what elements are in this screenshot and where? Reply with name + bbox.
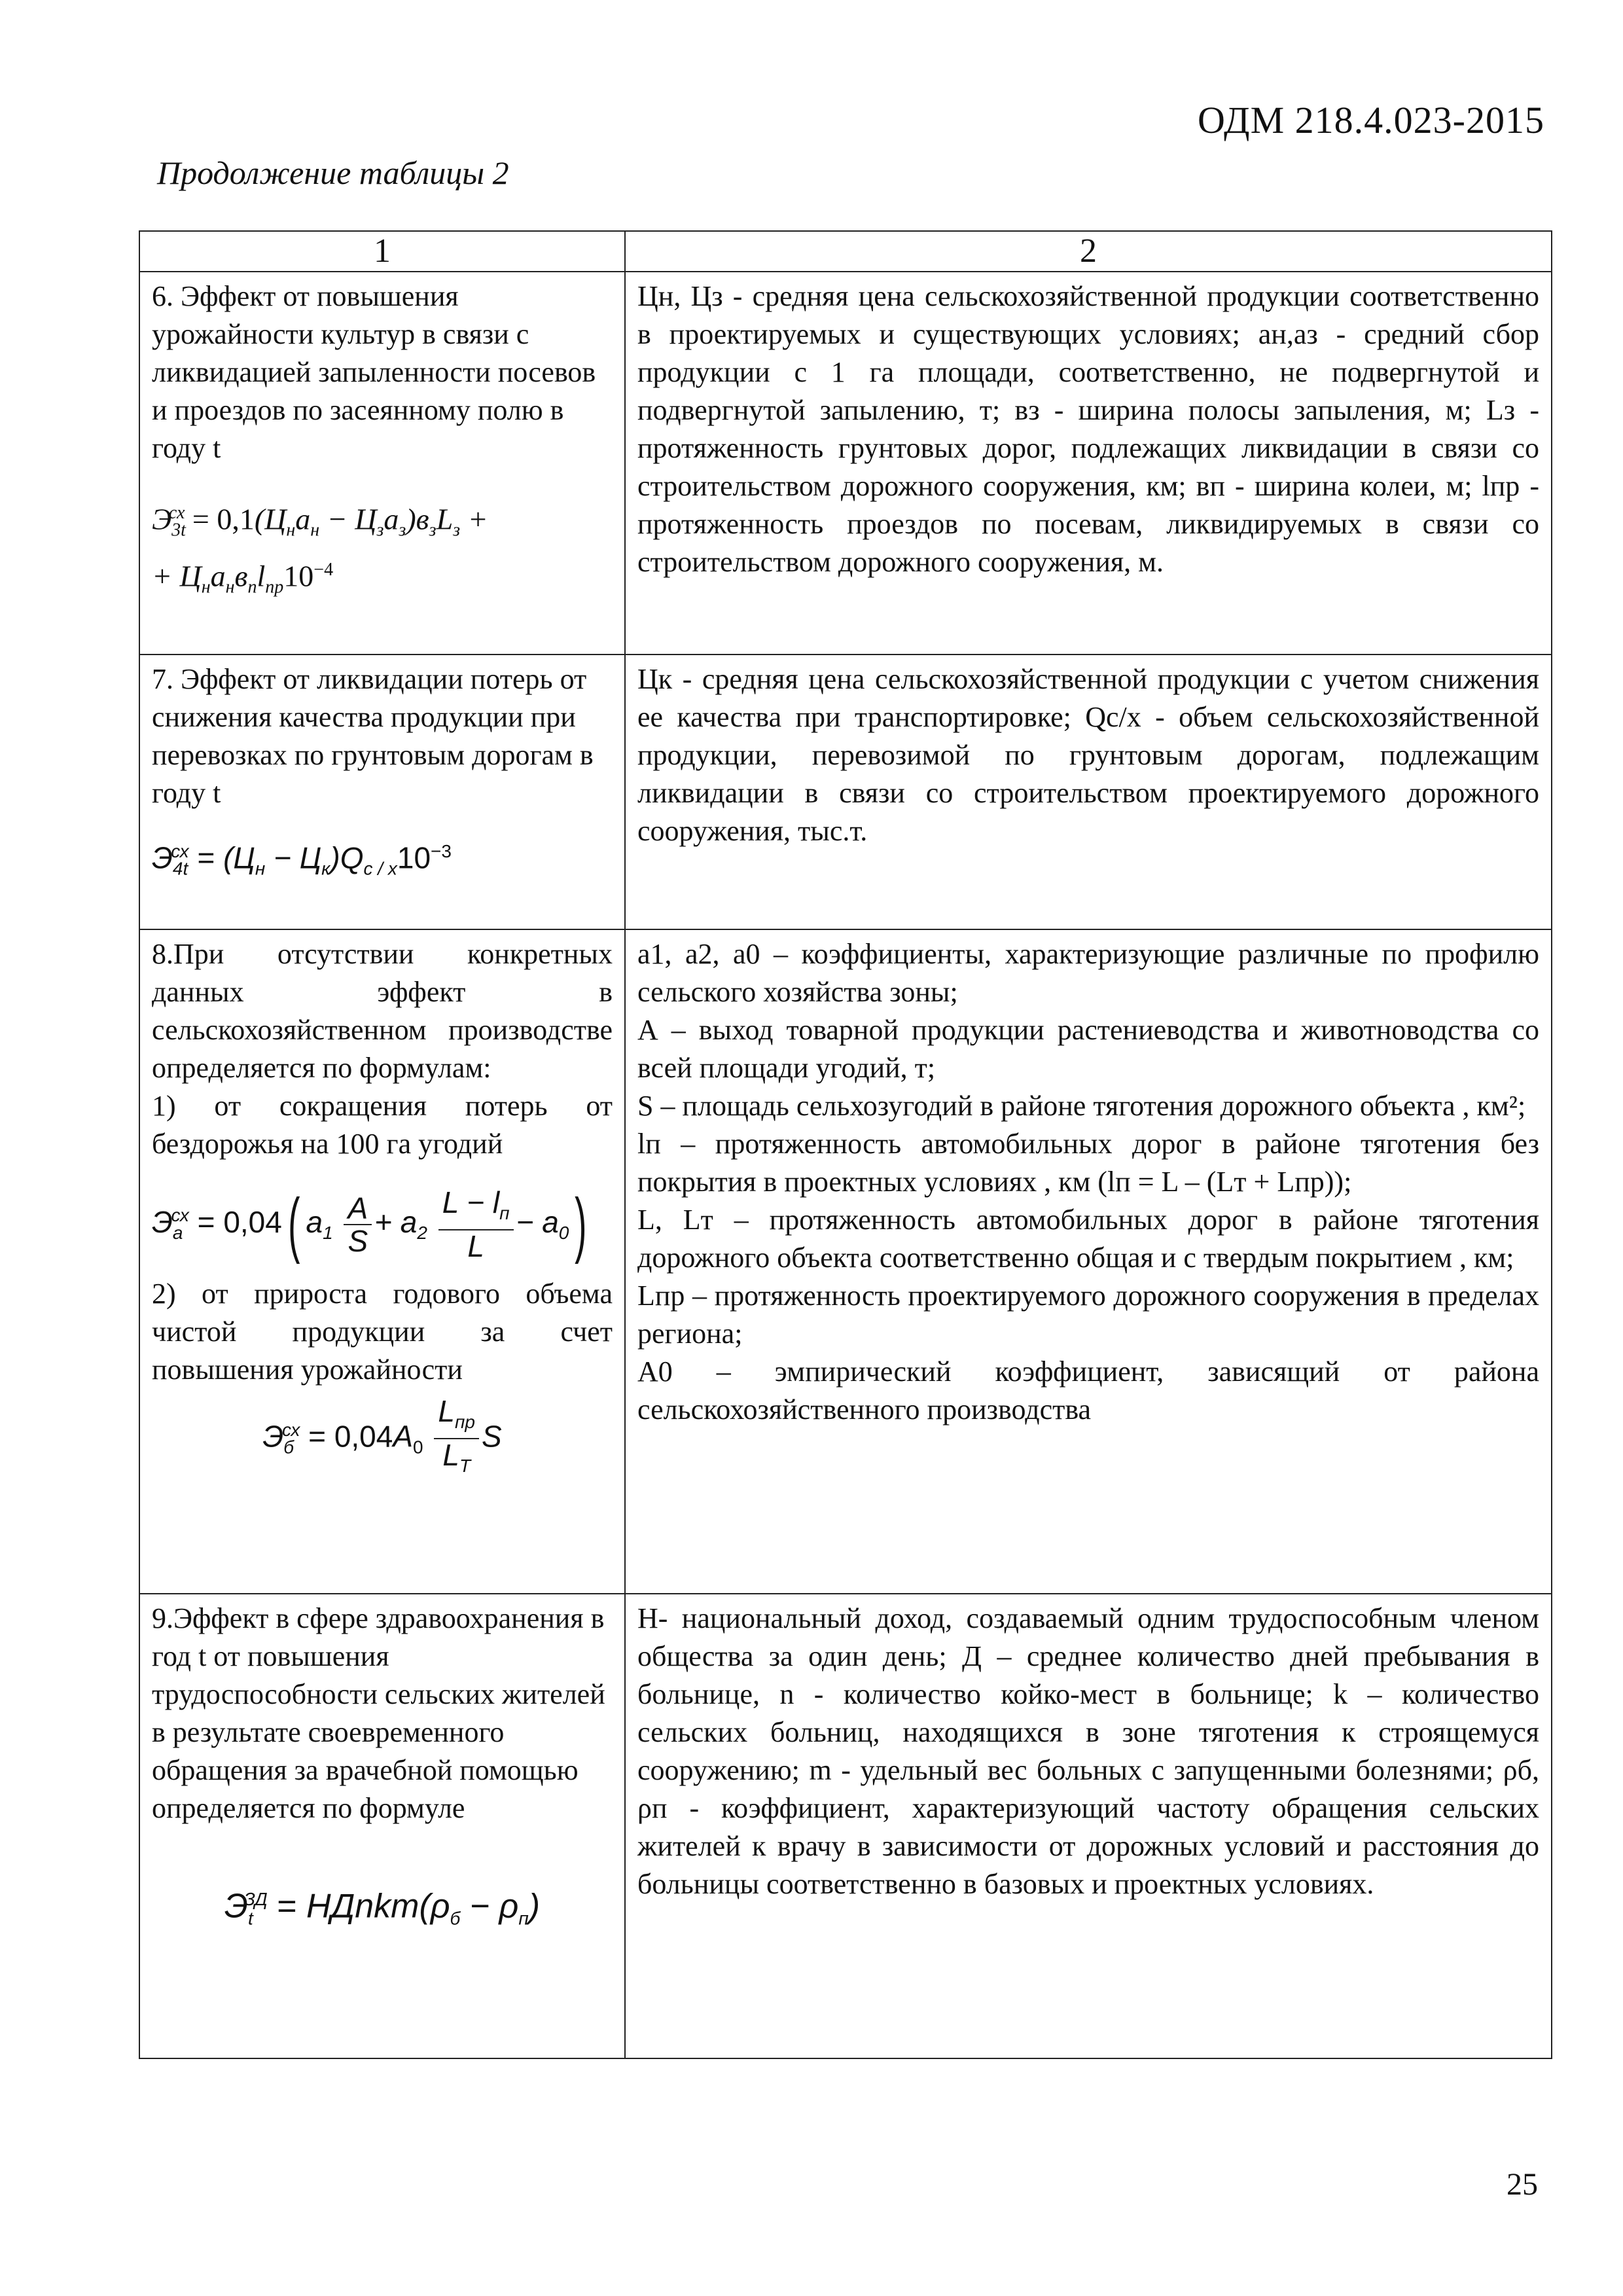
formula-crop-yield: $Э_{3t}^{сх} = 0,1(Ц_на_н - Ц_за_з)в_зL_з$ + + $Ц_на_нв_пl_{пр}10^{-4}$ (152, 502, 488, 598)
table-continuation-title: Продолжение таблицы 2 (157, 154, 509, 191)
row-8-variable-project-length: Lпр – протяженность проектируемого дорожного сооружения в пределах региона; (637, 1280, 1539, 1350)
row-7-variables: Цк - средняя цена сельскохозяйственной продукции с учетом снижения ее качества при транспортировке; Qс/х - объем сельскохозяйственной продукции, перевозимой по грунтовым дорогам, подлежащим ликвидации в связи со строительством проектируемого дорожного сооружения, тыс.т. (625, 655, 1552, 929)
row-9-left-cell (139, 1594, 625, 2058)
row-9-description: 9.Эффект в сфере здравоохранения в год t от повышения трудоспособности сельских жителей в результате своевременного обращения за врачебной помощью определяется по формуле (152, 1602, 605, 1824)
row-7-description: 7. Эффект от ликвидации потерь от снижения качества продукции при перевозках по грунтовым дорогам в году t (152, 663, 594, 809)
table-row (139, 655, 1552, 929)
table-row (139, 929, 1552, 1594)
row-8-subitem-1: 1) от сокращения потерь от бездорожья на 100 га угодий (152, 1090, 613, 1160)
row-8-variable-empirical-coefficient: А0 – эмпирический коэффициент, зависящий от района сельскохозяйственного производства (637, 1355, 1539, 1426)
column-header-2: 2 (625, 231, 1552, 272)
row-8-right-cell (625, 929, 1552, 1594)
row-7-left-cell (139, 655, 625, 929)
column-header-1: 1 (139, 231, 625, 272)
row-8-variable-coefficients: а1, а2, а0 – коэффициенты, характеризующие различные по профилю сельского хозяйства зоны; (637, 938, 1539, 1008)
formula-quality-loss: $Э_{4t}^{сх} = (Ц_н - Ц_к)Q_{с / х}10^{-3}$ (152, 840, 452, 879)
table-row (139, 1594, 1552, 2058)
document-code: ОДМ 218.4.023-2015 (1198, 99, 1544, 141)
row-8-description: 8.При отсутствии конкретных данных эффект в сельскохозяйственном производстве определяется по формулам: (152, 938, 613, 1084)
row-8-variable-road-lengths: L, Lт – протяженность автомобильных дорог в районе тяготения дорожного объекта соответственно общая и с твердым покрытием , км; (637, 1204, 1539, 1274)
formula-roadless-loss: $Э_а^{сх} = 0,04$( $a_1$ $\frac{A}{S}$ + $a_2$ $\frac{L - l_п}{L}$ − $a_0$) (152, 1183, 587, 1265)
table-row (139, 272, 1552, 655)
row-8-variable-area: S – площадь сельхозугодий в районе тяготения дорожного объекта , км²; (637, 1090, 1526, 1122)
row-6-variables: Цн, Цз - средняя цена сельскохозяйственной продукции соответственно в проектируемых и существующих условиях; ан,аз - средний сбор продукции с 1 га площади, соответственно, не подвергнутой и подвергнутой запылению, т; вз - ширина полосы запыления, м; Lз - протяженность грунтовых дорог, подлежащих ликвидации в связи со строительством дорожного сооружения, км; вп - ширина колеи, м; lпр - протяженность проездов по посевам, ликвидируемых в связи со строительством дорожного сооружения, м. (625, 272, 1552, 655)
row-8-subitem-2: 2) от прироста годового объема чистой продукции за счет повышения урожайности (152, 1278, 613, 1386)
formula-yield-increase: $Э_б^{сх} = 0,04A_0$ $\frac{L_{пр}}{L_Т}$ S (262, 1394, 502, 1477)
table-header-row (139, 231, 1552, 272)
formula-healthcare: $Э_t^{ЗД}$ = $НДnkm(\rho_б - \rho_п)$ (224, 1887, 541, 1929)
row-8-left-cell (139, 929, 625, 1594)
effects-table (139, 230, 1552, 2059)
row-6-left-cell (139, 272, 625, 655)
page-number: 25 (1507, 2167, 1538, 2202)
row-6-description: 6. Эффект от повышения урожайности культур в связи с ликвидацией запыленности посевов и проездов по засеянному полю в году t (152, 280, 596, 464)
row-9-variables: Н- национальный доход, создаваемый одним трудоспособным членом общества за один день; Д – среднее количество дней пребывания в больнице, n - количество койко-мест в больнице; k – количество сельских больниц, находящихся в зоне тяготения к строящемуся сооружению; m - удельный вес больных с запущенными болезнями; ρб, ρп - коэффициент, характеризующий частоту обращения сельских жителей к врачу в зависимости от дорожных условий и расстояния до больницы соответственно в базовых и проектных условиях. (625, 1594, 1552, 2058)
row-8-variable-unpaved-length: lп – протяженность автомобильных дорог в районе тяготения без покрытия в проектных условиях , км (lп = L – (Lт + Lпр)); (637, 1128, 1539, 1198)
row-8-variable-output: А – выход товарной продукции растениеводства и животноводства со всей площади угодий, т; (637, 1014, 1539, 1084)
